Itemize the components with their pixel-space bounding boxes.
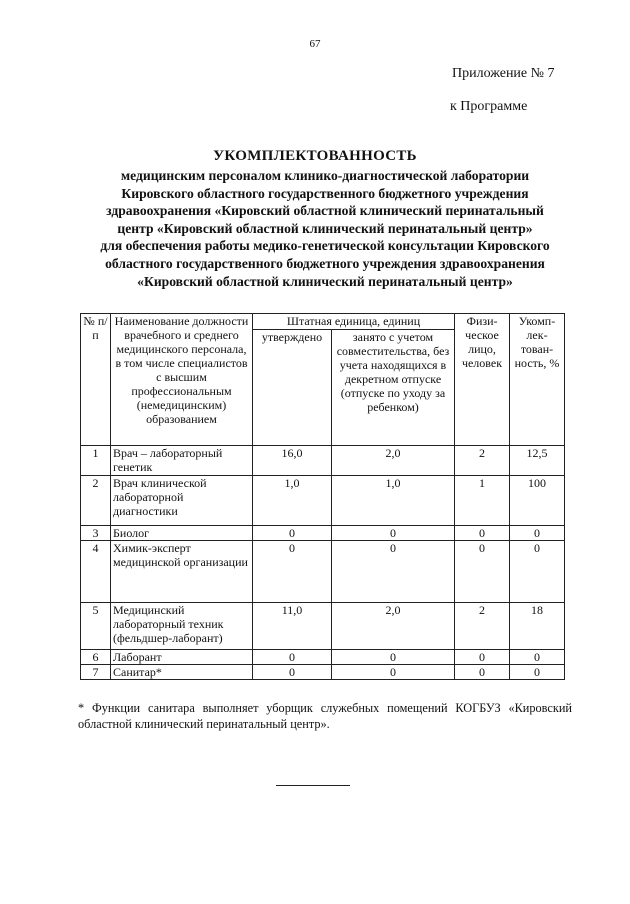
table-row bbox=[81, 650, 565, 665]
row-approved: 11,0 bbox=[253, 603, 332, 650]
row-num: 6 bbox=[81, 650, 111, 665]
header-staffing: Укомп-лек-тован-ность, % bbox=[510, 314, 565, 446]
header-approved: утверждено bbox=[253, 330, 332, 446]
row-occupied: 1,0 bbox=[332, 476, 455, 526]
appendix-program: к Программе bbox=[450, 99, 528, 114]
row-physical: 1 bbox=[455, 476, 510, 526]
row-physical: 0 bbox=[455, 650, 510, 665]
closing-rule bbox=[276, 785, 350, 786]
subtitle-line: Кировского областного государственного бюджетного учреждения bbox=[121, 185, 529, 201]
row-position: Биолог bbox=[111, 526, 253, 541]
row-occupied: 0 bbox=[332, 650, 455, 665]
subtitle-line: для обеспечения работы медико-генетической консультации Кировского bbox=[100, 238, 550, 254]
row-approved: 0 bbox=[253, 665, 332, 680]
row-occupied: 2,0 bbox=[332, 603, 455, 650]
row-num: 1 bbox=[81, 446, 111, 476]
row-num: 4 bbox=[81, 541, 111, 603]
row-occupied: 0 bbox=[332, 665, 455, 680]
row-physical: 0 bbox=[455, 526, 510, 541]
row-num: 5 bbox=[81, 603, 111, 650]
table-row bbox=[81, 603, 565, 650]
document-subtitle bbox=[55, 167, 595, 290]
row-approved: 1,0 bbox=[253, 476, 332, 526]
row-staffing: 0 bbox=[510, 526, 565, 541]
row-approved: 0 bbox=[253, 541, 332, 603]
row-physical: 2 bbox=[455, 603, 510, 650]
row-num: 7 bbox=[81, 665, 111, 680]
subtitle-line: здравоохранения «Кировский областной клинический перинатальный bbox=[106, 203, 544, 219]
row-staffing: 0 bbox=[510, 541, 565, 603]
table-row bbox=[81, 665, 565, 680]
row-position: Медицинский лабораторный техник (фельдшер-лаборант) bbox=[111, 603, 253, 650]
row-num: 2 bbox=[81, 476, 111, 526]
document-title: УКОМПЛЕКТОВАННОСТЬ bbox=[213, 148, 417, 164]
footnote: * Функции санитара выполняет уборщик служебных помещений КОГБУЗ «Кировский областной клинический перинатальный центр». bbox=[78, 701, 572, 731]
header-staff-units: Штатная единица, единиц bbox=[253, 314, 455, 330]
row-staffing: 0 bbox=[510, 650, 565, 665]
page-number: 67 bbox=[309, 38, 321, 50]
row-approved: 16,0 bbox=[253, 446, 332, 476]
header-num: № п/п bbox=[81, 314, 111, 446]
row-position: Врач клинической лабораторной диагностики bbox=[111, 476, 253, 526]
subtitle-line: центр «Кировский областной клинический перинатальный центр» bbox=[117, 220, 533, 236]
header-physical: Физи-ческое лицо, человек bbox=[455, 314, 510, 446]
header-occupied: занято с учетом совместительства, без учета находящихся в декретном отпуске (отпуске по уходу за ребенком) bbox=[332, 330, 455, 446]
staffing-table bbox=[80, 313, 565, 680]
row-approved: 0 bbox=[253, 650, 332, 665]
table-row bbox=[81, 526, 565, 541]
header-position: Наименование должности врачебного и среднего медицинского персонала, в том числе специалистов с высшим профессиональным (немедицинским) образованием bbox=[111, 314, 253, 446]
row-physical: 0 bbox=[455, 665, 510, 680]
row-occupied: 2,0 bbox=[332, 446, 455, 476]
row-staffing: 18 bbox=[510, 603, 565, 650]
row-physical: 0 bbox=[455, 541, 510, 603]
row-position: Химик-эксперт медицинской организации bbox=[111, 541, 253, 603]
row-position: Лаборант bbox=[111, 650, 253, 665]
table-row bbox=[81, 446, 565, 476]
row-staffing: 0 bbox=[510, 665, 565, 680]
row-position: Санитар* bbox=[111, 665, 253, 680]
table-row bbox=[81, 476, 565, 526]
row-staffing: 12,5 bbox=[510, 446, 565, 476]
table-row bbox=[81, 541, 565, 603]
subtitle-line: медицинским персоналом клинико-диагностической лаборатории bbox=[120, 168, 530, 183]
subtitle-line: «Кировский областной клинический перинатальный центр» bbox=[137, 273, 513, 289]
row-staffing: 100 bbox=[510, 476, 565, 526]
row-approved: 0 bbox=[253, 526, 332, 541]
row-physical: 2 bbox=[455, 446, 510, 476]
row-occupied: 0 bbox=[332, 541, 455, 603]
row-position: Врач – лабораторный генетик bbox=[111, 446, 253, 476]
row-num: 3 bbox=[81, 526, 111, 541]
subtitle-line: областного государственного бюджетного учреждения здравоохранения bbox=[105, 255, 545, 271]
row-occupied: 0 bbox=[332, 526, 455, 541]
appendix-label: Приложение № 7 bbox=[452, 66, 555, 81]
